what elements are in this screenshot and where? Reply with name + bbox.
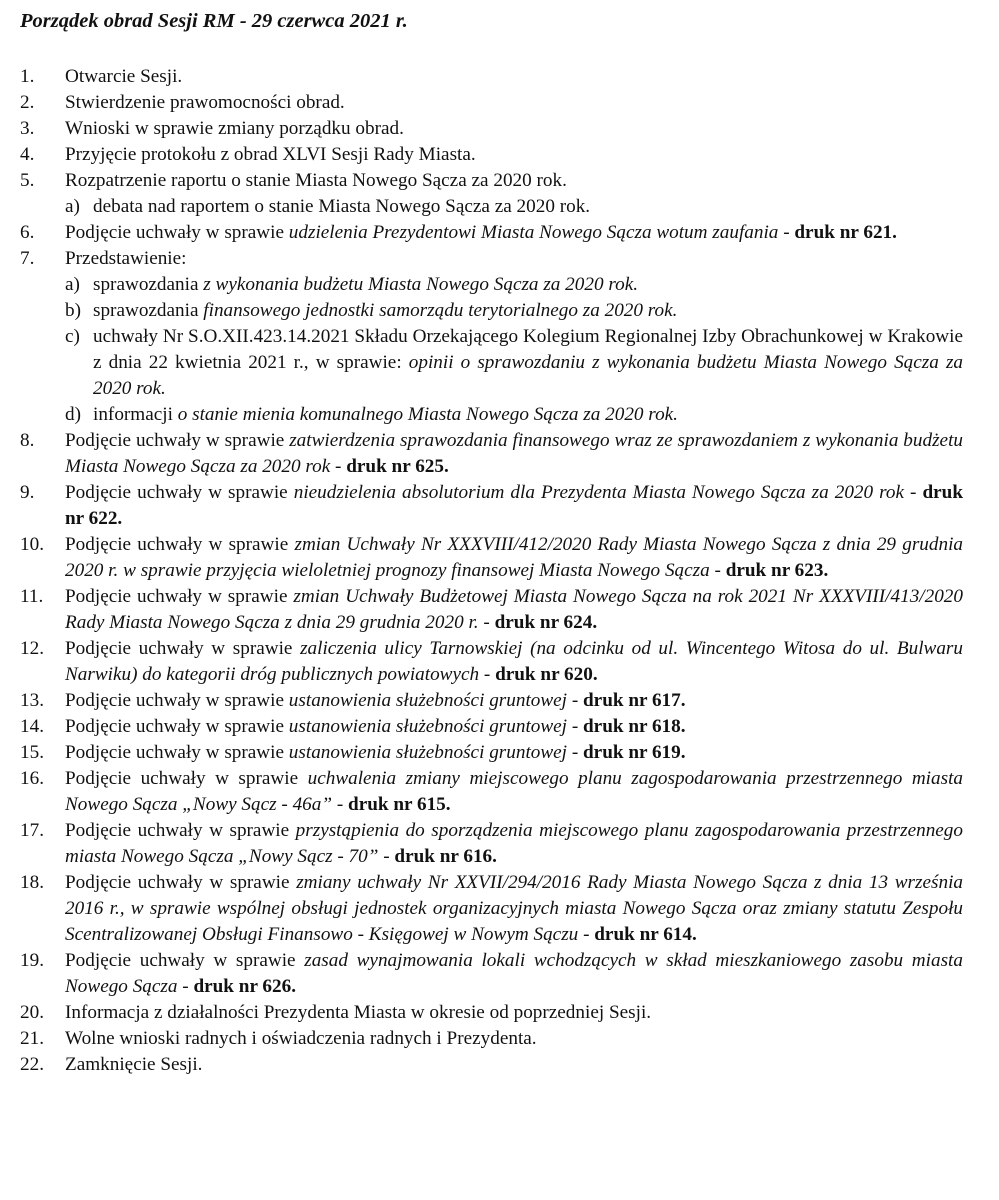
text-segment: Zamknięcie Sesji. <box>65 1054 203 1075</box>
agenda-item-text <box>65 66 182 87</box>
print-number: druk nr 618. <box>583 716 686 737</box>
italic-text-segment: o stanie mienia komunalnego Miasta Nowego Sącza za 2020 rok. <box>177 404 678 425</box>
agenda-item <box>20 480 963 532</box>
agenda-item-number: 3. <box>20 118 35 139</box>
print-number: druk nr 621. <box>794 222 897 243</box>
agenda-item-number: 2. <box>20 92 35 113</box>
text-segment: - <box>330 456 347 477</box>
print-number: druk nr 624. <box>494 612 598 633</box>
agenda-item <box>20 740 963 766</box>
sub-item-text <box>93 274 638 295</box>
print-number: druk nr 616. <box>394 846 497 867</box>
sub-item-label: a) <box>65 274 80 295</box>
print-number: druk nr 622. <box>65 482 963 529</box>
agenda-item-text <box>65 482 963 529</box>
agenda-item-text <box>65 430 963 477</box>
agenda-item-number: 18. <box>20 872 44 893</box>
print-number: druk nr 626. <box>193 976 296 997</box>
agenda-item <box>20 714 963 740</box>
agenda-item-text <box>65 222 897 243</box>
italic-text-segment: ustanowienia służebności gruntowej <box>288 742 568 763</box>
agenda-item-text <box>65 534 963 581</box>
print-number: druk nr 620. <box>495 664 598 685</box>
text-segment: Podjęcie uchwały w sprawie <box>65 482 294 503</box>
agenda-item <box>20 584 963 636</box>
italic-text-segment: finansowego jednostki samorządu terytorialnego za 2020 rok. <box>203 300 678 321</box>
agenda-item-number: 16. <box>20 768 44 789</box>
italic-text-segment: zmiany uchwały Nr XXVII/294/2016 Rady Miasta Nowego Sącza z dnia 13 września 2016 r., w sprawie wspólnej obsługi jednostek organizacyjnych miasta Nowego Sącza oraz zmiany statutu Zespołu Scentralizowanej Obsługi Finansowo - Księgowej w Nowym Sączu <box>65 872 963 945</box>
italic-text-segment: zasad wynajmowania lokali wchodzących w skład mieszkaniowego zasobu miasta Nowego Sącza <box>65 950 963 997</box>
agenda-item <box>20 1000 963 1026</box>
italic-text-segment: ustanowienia służebności gruntowej <box>288 690 568 711</box>
italic-text-segment: zatwierdzenia sprawozdania finansowego wraz ze sprawozdaniem z wykonania budżetu Miasta Nowego Sącza za 2020 rok <box>65 430 963 477</box>
agenda-sub-item <box>65 324 963 402</box>
print-number: druk nr 617. <box>583 690 686 711</box>
italic-text-segment: nieudzielenia absolutorium dla Prezydenta Miasta Nowego Sącza za 2020 rok <box>293 482 905 503</box>
agenda-item <box>20 532 963 584</box>
sub-item-label: d) <box>65 404 81 425</box>
agenda-item <box>20 168 963 220</box>
text-segment: Otwarcie Sesji. <box>65 66 183 87</box>
agenda-item-text <box>65 1054 202 1075</box>
text-segment: - <box>578 924 595 945</box>
italic-text-segment: udzielenia Prezydentowi Miasta Nowego Sącza wotum zaufania <box>288 222 779 243</box>
agenda-item <box>20 428 963 480</box>
text-segment: uchwały Nr S.O.XII.423.14.2021 Składu Orzekającego Kolegium Regionalnej Izby Obrachunkowej w Krakowie z dnia 22 kwietnia 2021 r., w sprawie: <box>93 326 963 373</box>
text-segment: sprawozdania <box>93 300 204 321</box>
agenda-item <box>20 116 963 142</box>
text-segment: Przedstawienie: <box>65 248 187 269</box>
agenda-item-text <box>65 144 476 165</box>
agenda-item-text <box>65 170 567 191</box>
print-number: druk nr 615. <box>348 794 451 815</box>
agenda-item-number: 20. <box>20 1002 44 1023</box>
text-segment: Przyjęcie protokołu z obrad XLVI Sesji Rady Miasta. <box>65 144 476 165</box>
text-segment: - <box>904 482 923 503</box>
agenda-item-number: 14. <box>20 716 44 737</box>
text-segment: - <box>332 794 349 815</box>
print-number: druk nr 619. <box>583 742 686 763</box>
sub-item-label: a) <box>65 196 80 217</box>
sub-item-list <box>65 194 963 220</box>
agenda-item-number: 11. <box>20 586 44 607</box>
text-segment: Informacja z działalności Prezydenta Miasta w okresie od poprzedniej Sesji. <box>65 1002 652 1023</box>
agenda-item <box>20 220 963 246</box>
print-number: druk nr 623. <box>725 560 829 581</box>
italic-text-segment: zaliczenia ulicy Tarnowskiej (na odcinku od ul. Wincentego Witosa do ul. Bulwaru Narwiku) do kategorii dróg publicznych powiatowych <box>65 638 963 685</box>
agenda-item-number: 12. <box>20 638 44 659</box>
agenda-item-text <box>65 820 963 867</box>
agenda-sub-item <box>65 298 963 324</box>
sub-item-text <box>93 404 678 425</box>
agenda-list <box>20 64 963 1078</box>
agenda-item <box>20 870 963 948</box>
text-segment: Podjęcie uchwały w sprawie <box>65 638 301 659</box>
agenda-item <box>20 636 963 688</box>
agenda-item-text <box>65 768 963 815</box>
sub-item-text <box>93 196 590 217</box>
agenda-item-number: 8. <box>20 430 35 451</box>
agenda-item <box>20 1026 963 1052</box>
sub-item-text <box>93 326 963 399</box>
agenda-sub-item <box>65 272 963 298</box>
text-segment: - <box>479 664 496 685</box>
print-number: druk nr 614. <box>594 924 697 945</box>
text-segment: - <box>478 612 495 633</box>
text-segment: - <box>709 560 726 581</box>
agenda-item-text <box>65 716 686 737</box>
agenda-item <box>20 64 963 90</box>
text-segment: Podjęcie uchwały w sprawie <box>65 430 290 451</box>
agenda-item-number: 10. <box>20 534 44 555</box>
agenda-item-text <box>65 690 686 711</box>
agenda-item-number: 17. <box>20 820 44 841</box>
text-segment: informacji <box>93 404 178 425</box>
sub-item-label: b) <box>65 300 81 321</box>
agenda-item-number: 6. <box>20 222 35 243</box>
agenda-item-text <box>65 1002 651 1023</box>
text-segment: debata nad raportem o stanie Miasta Nowego Sącza za 2020 rok. <box>93 196 591 217</box>
text-segment: - <box>177 976 194 997</box>
text-segment: Podjęcie uchwały w sprawie <box>65 950 305 971</box>
agenda-item <box>20 90 963 116</box>
agenda-item-number: 22. <box>20 1054 44 1075</box>
agenda-item-number: 4. <box>20 144 35 165</box>
agenda-item-text <box>65 92 345 113</box>
agenda-item-number: 21. <box>20 1028 44 1049</box>
agenda-item-text <box>65 950 963 997</box>
text-segment: Podjęcie uchwały w sprawie <box>65 872 297 893</box>
italic-text-segment: z wykonania budżetu Miasta Nowego Sącza za 2020 rok. <box>203 274 639 295</box>
agenda-item-text <box>65 1028 537 1049</box>
text-segment: Podjęcie uchwały w sprawie <box>65 222 289 243</box>
agenda-item-text <box>65 742 686 763</box>
text-segment: Podjęcie uchwały w sprawie <box>65 768 308 789</box>
text-segment: Wolne wnioski radnych i oświadczenia radnych i Prezydenta. <box>65 1028 537 1049</box>
agenda-item-text <box>65 872 963 945</box>
agenda-item-text <box>65 118 404 139</box>
italic-text-segment: uchwalenia zmiany miejscowego planu zagospodarowania przestrzennego miasta Nowego Sącza „Nowy Sącz - 46a” <box>65 768 963 815</box>
agenda-item <box>20 1052 963 1078</box>
italic-text-segment: opinii o sprawozdaniu z wykonania budżetu Miasta Nowego Sącza za 2020 rok. <box>93 352 964 399</box>
agenda-item <box>20 142 963 168</box>
text-segment: Podjęcie uchwały w sprawie <box>65 586 294 607</box>
agenda-item-number: 15. <box>20 742 44 763</box>
agenda-item <box>20 818 963 870</box>
italic-text-segment: zmian Uchwały Nr XXXVIII/412/2020 Rady Miasta Nowego Sącza z dnia 29 grudnia 2020 r. w sprawie przyjęcia wieloletniej prognozy finansowej Miasta Nowego Sącza <box>65 534 963 581</box>
agenda-item <box>20 688 963 714</box>
agenda-item-text <box>65 248 186 269</box>
agenda-item <box>20 948 963 1000</box>
text-segment: - <box>567 690 583 711</box>
agenda-item-number: 7. <box>20 248 35 269</box>
text-segment: Wnioski w sprawie zmiany porządku obrad. <box>65 118 404 139</box>
text-segment: Podjęcie uchwały w sprawie <box>65 690 289 711</box>
agenda-item-number: 9. <box>20 482 35 503</box>
agenda-item-number: 1. <box>20 66 35 87</box>
agenda-sub-item <box>65 402 963 428</box>
agenda-sub-item <box>65 194 963 220</box>
text-segment: Podjęcie uchwały w sprawie <box>65 534 295 555</box>
text-segment: Stwierdzenie prawomocności obrad. <box>65 92 345 113</box>
text-segment: - <box>567 716 583 737</box>
agenda-item-text <box>65 586 963 633</box>
agenda-item <box>20 766 963 818</box>
sub-item-text <box>93 300 677 321</box>
text-segment: - <box>378 846 395 867</box>
print-number: druk nr 625. <box>346 456 449 477</box>
agenda-item <box>20 246 963 428</box>
agenda-item-number: 13. <box>20 690 44 711</box>
text-segment: Rozpatrzenie raportu o stanie Miasta Nowego Sącza za 2020 rok. <box>65 170 567 191</box>
italic-text-segment: zmian Uchwały Budżetowej Miasta Nowego Sącza na rok 2021 Nr XXXVIII/413/2020 Rady Miasta Nowego Sącza z dnia 29 grudnia 2020 r. <box>65 586 963 633</box>
italic-text-segment: przystąpienia do sporządzenia miejscowego planu zagospodarowania przestrzennego miasta Nowego Sącza „Nowy Sącz - 70” <box>65 820 963 867</box>
text-segment: Podjęcie uchwały w sprawie <box>65 820 296 841</box>
text-segment: - <box>778 222 795 243</box>
text-segment: sprawozdania <box>93 274 204 295</box>
text-segment: Podjęcie uchwały w sprawie <box>65 742 289 763</box>
text-segment: - <box>567 742 583 763</box>
italic-text-segment: ustanowienia służebności gruntowej <box>288 716 568 737</box>
text-segment: Podjęcie uchwały w sprawie <box>65 716 289 737</box>
agenda-item-number: 19. <box>20 950 44 971</box>
agenda-item-number: 5. <box>20 170 35 191</box>
sub-item-list <box>65 272 963 428</box>
page-title: Porządek obrad Sesji RM - 29 czerwca 2021 r. <box>20 10 408 32</box>
sub-item-label: c) <box>65 326 80 347</box>
agenda-item-text <box>65 638 963 685</box>
